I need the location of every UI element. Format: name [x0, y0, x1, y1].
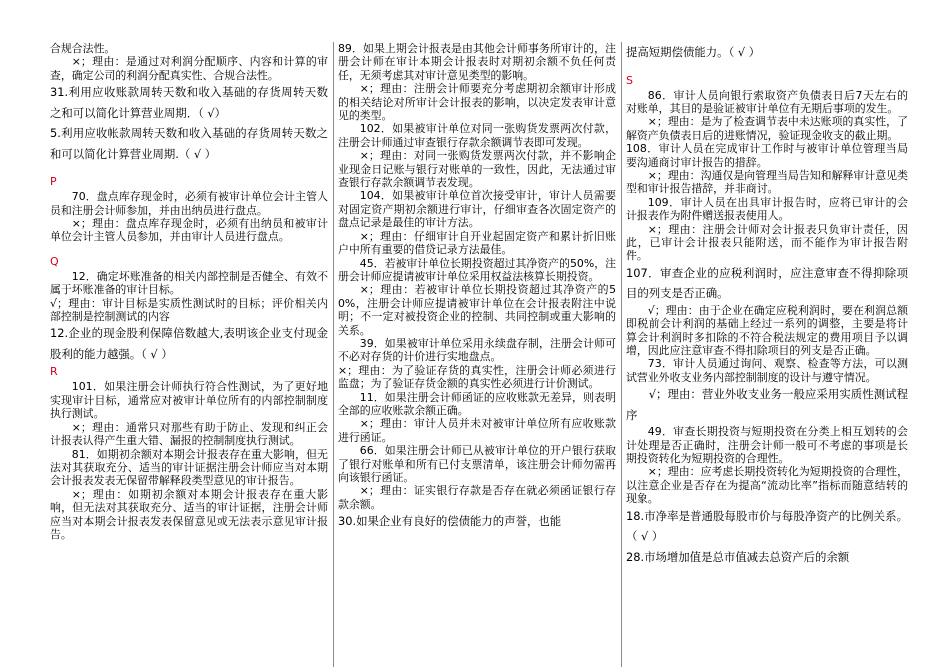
- paragraph: 86．审计人员向银行索取资产负债表日后7天左右的对账单，其目的是验证被审计单位有无期后事项的发生。: [626, 88, 908, 115]
- paragraph: 49．审查长期投资与短期投资在分类上相互划转的会计处理是否正确时，注册会计师一般可不考虑的事项是长期投资转化为短期投资的合理性。: [626, 425, 908, 466]
- paragraph: ×；理由：注册会计师对会计报表只负审计责任，因此，已审计会计报表只能附送，而不能作为审计报告附件。: [626, 222, 908, 263]
- paragraph: ×；理由：证实银行存款是否存在就必须函证银行存款余额。: [338, 484, 616, 511]
- paragraph: 31.利用应收账款周转天数和收入基础的存货周转天数之和可以简化计算营业周期．（ √）: [50, 85, 328, 120]
- paragraph: ×；理由：沟通仅是向管理当局告知和解释审计意见类型和审计报告措辞，并非商讨。: [626, 168, 908, 196]
- paragraph: 提高短期偿债能力。（ √ ）: [626, 45, 761, 59]
- paragraph: 108．审计人员在完成审计工作时与被审计单位管理当局要沟通商讨审计报告的措辞。: [626, 142, 908, 169]
- paragraph: ×；理由：审计人员并未对被审计单位所有应收账款进行函证。: [338, 417, 616, 444]
- column-divider: [621, 42, 622, 667]
- paragraph: 5.利用应收帐款周转天数和收入基础的存货周转天数之和可以简化计算营业周期.（ √ ）: [50, 126, 328, 161]
- section-letter: P: [50, 175, 57, 189]
- paragraph: ×；理由：通常只对那些有助于防止、发现和纠正会计报表认得产生重大错、漏报的控制制度执行测试。: [50, 420, 328, 448]
- text-column-3: [626, 42, 908, 667]
- paragraph: ×；理由：是为了检查调节表中未达账项的真实性，了解资产负债表日后的进账情况，验证现金收支的截止期。: [626, 115, 908, 142]
- paragraph: 合规合法性。: [50, 42, 116, 55]
- paragraph: ×；理由：注册会计师要充分考虑期初余额审计形成的相关结论对所审计会计报表的影响，以决定发表审计意见的类型。: [338, 82, 616, 123]
- paragraph: 89．如果上期会计报表是由其他会计师事务所审计的，注册会计师在审计本期会计报表时对期初余额不负任何责任，无须考虑其对审计意见类型的影响。: [338, 42, 616, 82]
- paragraph: ×；理由：盘点库存现金时，必须有出纳员和被审计单位会计主管人员参加，并由审计人员进行盘点。: [50, 217, 328, 244]
- paragraph: ×；理由：为了验证存货的真实性，注册会计师必须进行监盘；为了验证存货金额的真实性必须进行计价测试。: [338, 363, 616, 391]
- paragraph: 30.如果企业有良好的偿债能力的声誉，也能: [338, 514, 562, 529]
- paragraph: √；理由：审计目标是实质性测试时的目标；评价相关内部控制是控制测试的内容: [50, 296, 328, 324]
- paragraph: ×；理由：若被审计单位长期投资超过其净资产的50%，注册会计师应提请被审计单位在会计报表附注中说明；不一定对被投资企业的控制、共同控制或重大影响的关系。: [338, 283, 616, 337]
- paragraph: ×；理由：是通过对利润分配顺序、内容和计算的审查，确定公司的利润分配真实性、合规合法性。: [50, 55, 328, 82]
- paragraph: √；理由：由于企业在确定应税利润时，要在利润总额即税前会计利润的基础上经过一系列的调整，主要是将计算会计利润时多扣除的不符合税法规定的费用项目予以调增，因此应注意审查不得扣除项目的列支是否正确。: [626, 303, 908, 357]
- paragraph: ×；理由：对同一张购货发票两次付款，并不影响企业现金日记账与银行对账单的一致性，因此，无法通过审查银行存款余额调节表发现。: [338, 149, 616, 190]
- paragraph: 101．如果注册会计师执行符合性测试，为了更好地实现审计目标，通常应对被审计单位所有的内部控制制度执行测试。: [50, 380, 328, 421]
- paragraph: 104．如果被审计单位首次接受审计，审计人员需要对固定资产期初余额进行审计，仔细审查各次固定资产的盘点记录是最佳的审计方法。: [338, 189, 616, 230]
- paragraph: √；理由：营业外收支业务一般应采用实质性测试程序: [626, 387, 908, 422]
- paragraph: 11．如果注册会计师函证的应收账款无差异，则表明全部的应收账款余额正确。: [338, 390, 616, 417]
- paragraph: 109．审计人员在出具审计报告时，应将已审计的会计报表作为附件赠送报表使用人。: [626, 195, 908, 223]
- paragraph: 12．确定坏账准备的相关内部控制是否健全、有效不属于坏账准备的审计目标。: [50, 269, 328, 297]
- paragraph: 28.市场增加值是总市值减去总资产后的余额: [626, 549, 850, 564]
- text-column-2: [338, 42, 616, 667]
- paragraph: 73．审计人员通过询问、观察、检查等方法，可以测试营业外收支业务内部控制制度的设计与遵守情况。: [626, 357, 908, 384]
- section-letter: R: [50, 365, 58, 379]
- paragraph: 102．如果被审计单位对同一张购货发票两次付款，注册会计师通过审查银行存款余额调节表即可发现。: [338, 122, 616, 149]
- paragraph: ×；理由：如期初余额对本期会计报表存在重大影响，但无法对其获取充分、适当的审计证据，注册会计师应当对本期会计报表发表保留意见或无法表示意见审计报告。: [50, 487, 328, 541]
- paragraph: 18.市净率是普通股每股市价与每股净资产的比例关系。（ √ ）: [626, 508, 908, 544]
- paragraph: 70．盘点库存现金时，必须有被审计单位会计主管人员和注册会计师参加，并由出纳员进行盘点。: [50, 190, 328, 217]
- paragraph: ×；理由：应考虑长期投资转化为短期投资的合理性，以注意企业是否存在为提高“流动比率”指标而随意结转的现象。: [626, 465, 908, 506]
- section-letter: Q: [50, 254, 59, 268]
- text-column-1: [50, 42, 328, 667]
- paragraph: 107．审查企业的应税利润时，应注意审查不得抑除项目的列支是否正确。: [626, 265, 908, 301]
- paragraph: 81．如期初余额对本期会计报表存在重大影响，但无法对其获取充分、适当的审计证据注册会计师应当对本期会计报表发表无保留带解释段类型意见的审计报告。: [50, 447, 328, 488]
- spacer: [50, 244, 328, 254]
- spacer: [626, 63, 908, 73]
- paragraph: 12.企业的现金股利保障倍数越大,表明该企业支付现金股利的能力越强。（ √ ）: [50, 326, 328, 361]
- paragraph: 39．如果被审计单位采用永续盘存制，注册会计师可不必对存货的计价进行实地盘点。: [338, 336, 616, 364]
- paragraph: 66．如果注册会计师已从被审计单位的开户银行获取了银行对账单和所有已付支票清单，该注册会计师勿需再向该银行函证。: [338, 444, 616, 484]
- paragraph: 45．若被审计单位长期投资超过其净资产的50%，注册会计师应提请被审计单位采用权益法核算长期投资。: [338, 256, 616, 283]
- section-letter: S: [626, 73, 633, 87]
- column-divider: [333, 42, 334, 667]
- spacer: [50, 164, 328, 174]
- paragraph: ×；理由：仔细审计自开业起固定资产和累计折旧账户中所有重要的借贷记录方法最佳。: [338, 229, 616, 257]
